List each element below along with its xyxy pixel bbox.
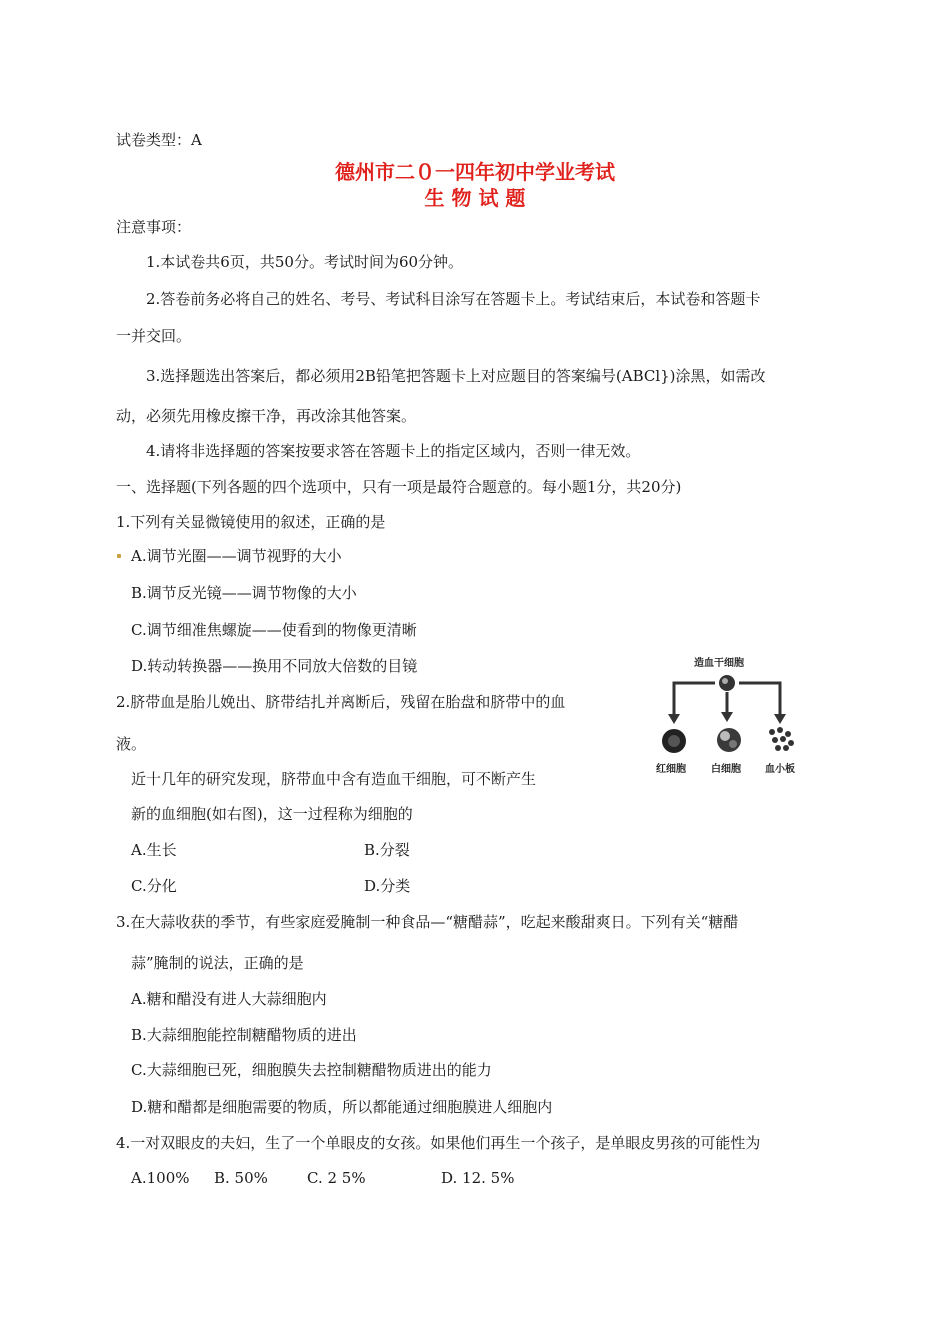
q2-stem-line4: 新的血细胞(如右图)，这一过程称为细胞的 (131, 805, 413, 823)
q2-option-a: A.生长 (131, 841, 177, 859)
platelet-icon (769, 727, 794, 751)
label-platelet: 血小板 (765, 764, 795, 775)
q2-option-b: B.分裂 (364, 841, 410, 859)
q3-option-a: A.糖和醋没有进人大蒜细胞内 (131, 990, 327, 1008)
q2-option-d: D.分类 (364, 877, 411, 895)
q4-option-b: B. 50% (214, 1169, 268, 1187)
q3-option-b: B.大蒜细胞能控制糖醋物质的进出 (131, 1026, 357, 1044)
q2-stem-cont: 液。 (116, 735, 147, 753)
exam-subtitle: 生 物 试 题 (424, 186, 526, 210)
q1-option-b: B.调节反光镜——调节物像的大小 (131, 584, 357, 602)
label-stem-cell: 造血干细胞 (694, 658, 744, 669)
label-red-cell: 红细胞 (656, 764, 686, 775)
notice-item-3-cont: 动，必须先用橡皮擦干净，再改涂其他答案。 (116, 407, 417, 425)
notice-heading: 注意事项： (116, 218, 192, 236)
notice-item-1: 1.本试卷共6页，共50分。考试时间为60分钟。 (146, 253, 464, 271)
q2-stem-line3: 近十几年的研究发现，脐带血中含有造血干细胞，可不断产生 (131, 770, 537, 788)
q3-option-c: C.大蒜细胞已死，细胞膜失去控制糖醋物质进出的能力 (131, 1061, 492, 1079)
arrow-right (739, 683, 780, 716)
q4-option-a: A.100% (131, 1169, 190, 1187)
notice-item-4: 4.请将非选择题的答案按要求答在答题卡上的指定区域内，否则一律无效。 (146, 442, 641, 460)
q1-option-c: C.调节细准焦螺旋——使看到的物像更清晰 (131, 621, 417, 639)
white-blood-cell-icon (717, 728, 741, 752)
q3-option-d: D.糖和醋都是细胞需要的物质，所以都能通过细胞膜进人细胞内 (131, 1098, 553, 1116)
q1-option-a: A.调节光圈——调节视野的大小 (131, 547, 342, 565)
notice-item-2: 2.答卷前务必将自己的姓名、考号、考试科目涂写在答题卡上。考试结束后，本试卷和答题卡 (146, 290, 761, 308)
paper-type: 试卷类型：A (116, 131, 202, 149)
q4-option-c: C. 2 5% (307, 1169, 366, 1187)
mark-dot (117, 554, 121, 558)
q4-option-d: D. 12. 5% (441, 1169, 515, 1187)
label-white-cell: 白细胞 (711, 764, 741, 775)
q4-stem: 4.一对双眼皮的夫妇，生了一个单眼皮的女孩。如果他们再生一个孩子，是单眼皮男孩的可能性为 (116, 1134, 761, 1152)
q3-stem-cont: 蒜”腌制的说法，正确的是 (131, 954, 304, 972)
section-heading: 一、选择题(下列各题的四个选项中，只有一项是最符合题意的。每小题1分，共20分) (116, 478, 682, 496)
notice-item-3: 3.选择题选出答案后，都必须用2B铅笔把答题卡上对应题目的答案编号(ABCl})涂黑，如需改 (146, 367, 766, 385)
exam-title: 德州市二０一四年初中学业考试 (335, 160, 615, 184)
q3-stem: 3.在大蒜收获的季节，有些家庭爱腌制一种食品—“糖醋蒜”，吃起来酸甜爽日。下列有关“糖醋 (116, 913, 739, 931)
blood-cell-diagram (632, 650, 822, 780)
notice-item-2-cont: 一并交回。 (116, 327, 192, 345)
arrow-left (674, 683, 715, 716)
q1-option-d: D.转动转换器——换用不同放大倍数的目镜 (131, 657, 418, 675)
q2-option-c: C.分化 (131, 877, 177, 895)
q1-stem: 1.下列有关显微镜使用的叙述，正确的是 (116, 513, 386, 531)
q2-stem: 2.脐带血是胎儿娩出、脐带结扎并离断后，残留在胎盘和脐带中的血 (116, 693, 566, 711)
